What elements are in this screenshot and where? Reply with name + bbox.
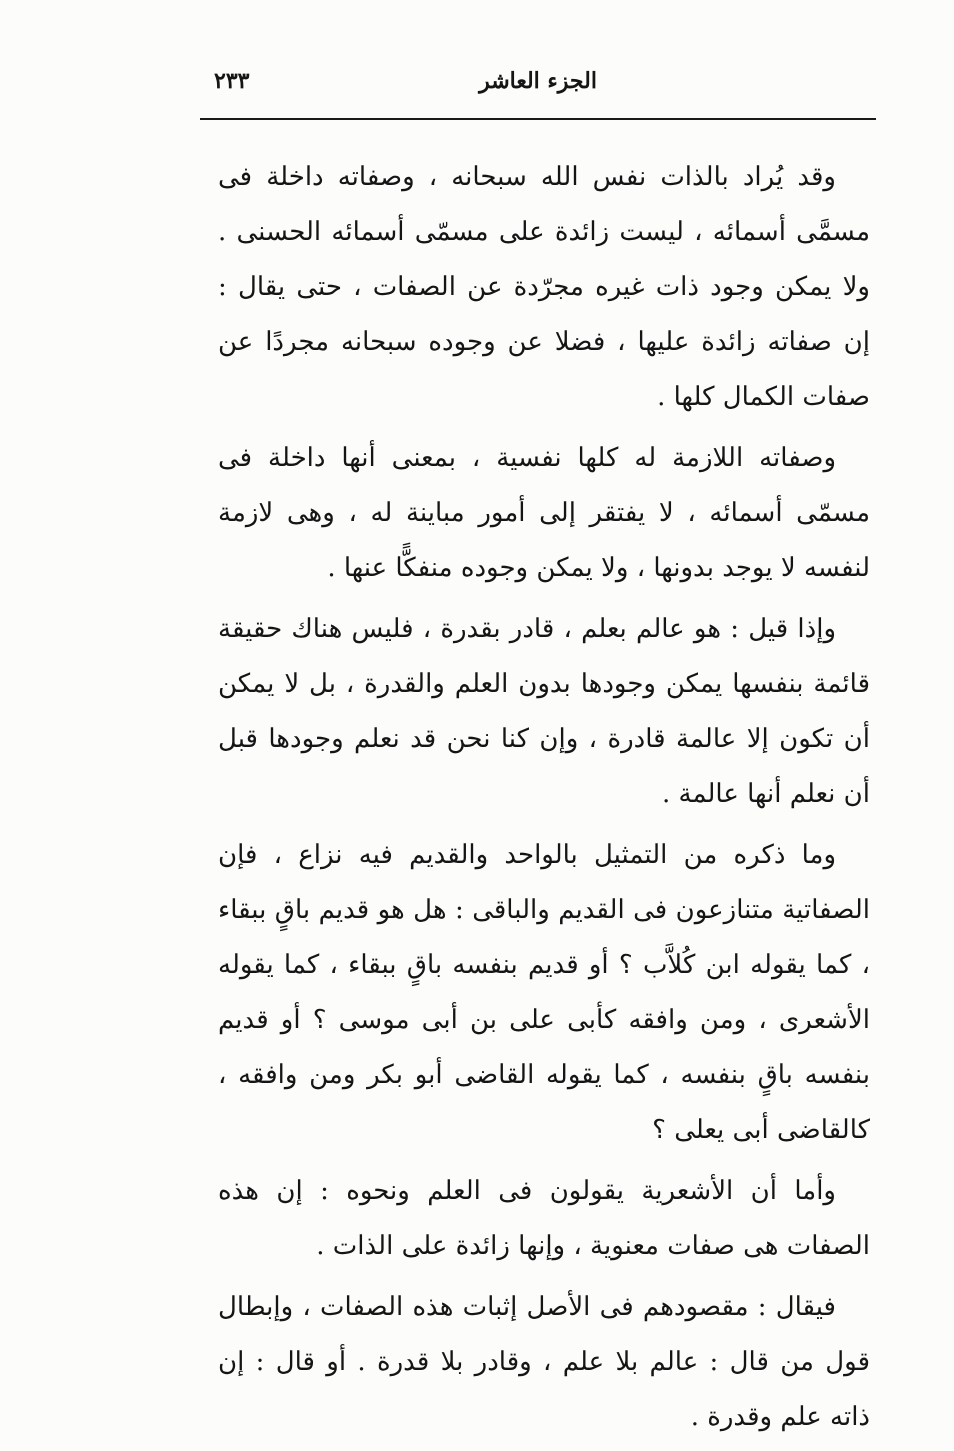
page-number: ٢٣٣ bbox=[214, 68, 250, 94]
paragraph-4: وما ذكره من التمثيل بالواحد والقديم فيه نزاع ، فإن الصفاتية متنازعون فى القديم والباقى : هل هو قديم باقٍ ببقاء ، كما يقوله ابن كُلاَّب ؟ أو قديم بنفسه باقٍ ببقاء ، كما يقوله الأشعرى ، ومن وافقه كأبى على بن أبى موسى ؟ أو قديم بنفسه باقٍ بنفسه ، كما يقوله القاضى أبو بكر ومن وافقه ، كالقاضى أبى يعلى ؟ bbox=[218, 840, 870, 1145]
paragraph-2: وصفاته اللازمة له كلها نفسية ، بمعنى أنها داخلة فى مسمّى أسمائه ، لا يفتقر إلى أمور مباينة له ، وهى لازمة لنفسه لا يوجد بدونها ، ولا يمكن وجوده منفكًّا عنها . bbox=[218, 443, 870, 583]
header-rule bbox=[200, 118, 876, 120]
page-header bbox=[200, 66, 876, 114]
paragraph-5: وأما أن الأشعرية يقولون فى العلم ونحوه : إن هذه الصفات هى صفات معنوية ، وإنها زائدة على الذات . bbox=[218, 1176, 870, 1261]
paragraph-1: وقد يُراد بالذات نفس الله سبحانه ، وصفاته داخلة فى مسمَّى أسمائه ، ليست زائدة على مسمّى أسمائه الحسنى . ولا يمكن وجود ذات غيره مجرّدة عن الصفات ، حتى يقال : إن صفاته زائدة عليها ، فضلا عن وجوده سبحانه مجردًا عن صفات الكمال كلها . bbox=[218, 162, 870, 412]
paragraph-6: فيقال : مقصودهم فى الأصل إثبات هذه الصفات ، وإبطال قول من قال : عالم بلا علم ، وقادر بلا قدرة . أو قال : إن ذاته علم وقدرة . bbox=[218, 1292, 870, 1432]
running-head: الجزء العاشر bbox=[479, 68, 597, 94]
paragraph-3: وإذا قيل : هو عالم بعلم ، قادر بقدرة ، فليس هناك حقيقة قائمة بنفسها يمكن وجودها بدون العلم والقدرة ، بل لا يمكن أن تكون إلا عالمة قادرة ، وإن كنا نحن قد نعلم وجودها قبل أن نعلم أنها عالمة . bbox=[218, 614, 870, 809]
body-text bbox=[218, 150, 870, 1451]
